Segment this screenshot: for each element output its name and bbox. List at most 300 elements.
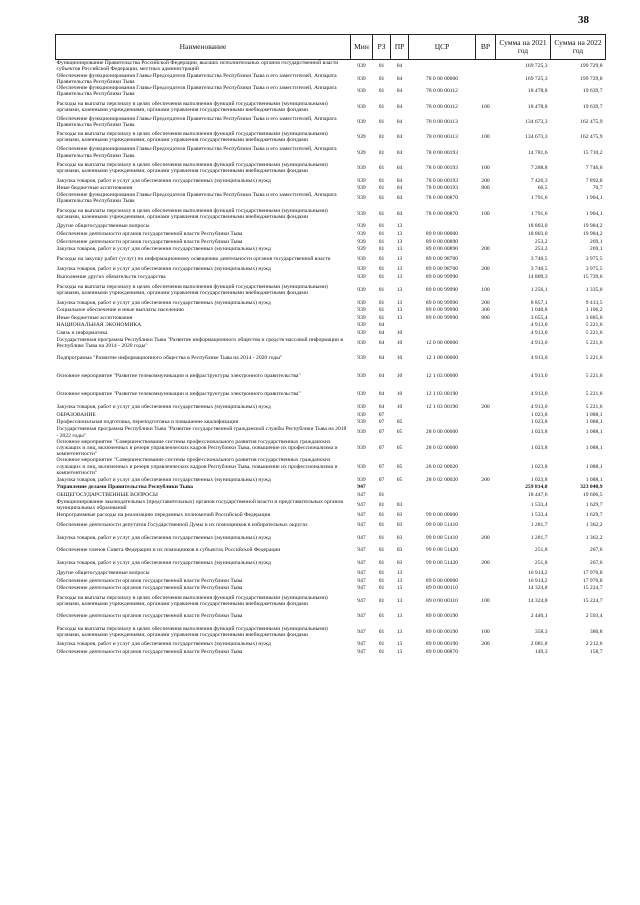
row-csr: 78 0 00 00113 (426, 118, 458, 125)
row-pr: 05 (396, 463, 403, 470)
row-min: 939 (357, 314, 366, 321)
row-min: 947 (357, 585, 366, 592)
row-sum-2021: 169 725,3 (525, 63, 548, 70)
row-pr: 10 (396, 329, 403, 336)
row-name: Закупка товаров, работ и услуг для обеспечения государственных (муниципальных) нужд (56, 177, 271, 184)
row-name: Закупка товаров, работ и услуг для обеспечения государственных (муниципальных) нужд (56, 534, 271, 541)
row-pr: 13 (396, 238, 403, 245)
table-row (56, 329, 606, 337)
row-sum-2021: 1 023,8 (530, 411, 548, 418)
row-name: НАЦИОНАЛЬНАЯ ЭКОНОМИКА (56, 322, 142, 329)
row-csr: 78 0 00 00000 (425, 75, 459, 82)
row-rz: 01 (378, 641, 385, 648)
row-sum-2022: 17 976,8 (582, 577, 603, 584)
row-vr: 100 (481, 210, 490, 217)
row-rz: 01 (378, 210, 385, 217)
table-row (56, 177, 606, 185)
row-pr: 13 (396, 307, 403, 314)
row-sum-2022: 19 984,2 (582, 223, 603, 230)
row-rz: 01 (378, 560, 385, 566)
row-sum-2021: 1 023,8 (530, 445, 548, 452)
row-pr: 13 (396, 649, 403, 656)
row-csr (409, 223, 476, 231)
row-csr: 89 0 00 99990 (425, 299, 459, 306)
row-rz: 04 (378, 373, 385, 380)
row-rz: 04 (378, 322, 385, 329)
row-sum-2022: 17 976,8 (582, 570, 603, 577)
row-name: Обеспечение функционирования Главы-Председателя Правительства Республики Тыва и его заместителей, Аппарата Правительства Республики Тыва (56, 146, 337, 159)
row-min: 939 (357, 103, 366, 110)
table-row (56, 98, 606, 116)
row-min: 939 (357, 195, 366, 202)
row-pr: 03 (396, 560, 403, 566)
row-csr (409, 60, 476, 73)
row-pr: 04 (396, 164, 403, 171)
row-sum-2021: 14 324,8 (527, 585, 548, 592)
row-rz: 01 (378, 613, 385, 620)
row-vr (476, 610, 496, 623)
row-min: 939 (357, 238, 366, 245)
row-csr: 89 0 00 00190 (425, 628, 459, 635)
header-name: Наименование (56, 35, 351, 60)
row-csr: 89 0 00 00890 (425, 246, 459, 253)
row-sum-2021: 1 023,8 (530, 429, 548, 436)
row-rz: 01 (378, 88, 385, 95)
page-number: 38 (578, 14, 589, 26)
row-sum-2022: 1 629,7 (585, 512, 603, 519)
row-sum-2021: 253,2 (534, 238, 548, 245)
row-vr: 100 (481, 134, 490, 141)
row-name: ОБРАЗОВАНИЕ (56, 411, 96, 418)
row-rz: 01 (378, 314, 385, 321)
row-sum-2022: 3 885,0 (585, 314, 603, 321)
row-sum-2022: 3 975,5 (585, 266, 603, 273)
row-sum-2021: 7 426,3 (530, 177, 548, 184)
table-row (56, 491, 606, 499)
row-csr: 89 0 00 00110 (426, 585, 458, 592)
table-row (56, 253, 606, 266)
row-pr: 03 (396, 502, 403, 509)
row-pr: 04 (396, 177, 403, 184)
row-min: 939 (357, 63, 366, 70)
row-vr (476, 230, 496, 238)
row-sum-2022: 158,7 (589, 649, 603, 656)
row-vr: 200 (481, 534, 490, 541)
row-csr: 28 0 02 00020 (425, 463, 459, 470)
row-name: Основное мероприятие "Совершенствование системы профессионального развития государственных гражданских служащих и лиц, включенных в резерв управленческих кадров Республики Тыва, повышение их профессионализма и компетентности" (56, 438, 338, 458)
row-rz: 01 (378, 534, 385, 541)
row-rz: 01 (378, 299, 385, 306)
row-sum-2021: 18 447,6 (527, 491, 548, 498)
row-pr: 13 (396, 570, 403, 577)
row-csr (409, 569, 476, 577)
row-name: Обеспечение деятельности органов государственной власти Республики Тыва (56, 613, 243, 620)
row-sum-2021: 3 740,5 (530, 256, 548, 263)
table-row (56, 403, 606, 411)
row-pr: 13 (396, 286, 403, 293)
table-row (56, 623, 606, 641)
table-row (56, 246, 606, 254)
row-sum-2021: 1 023,8 (530, 419, 548, 426)
row-sum-2022: 5 221,6 (585, 329, 603, 336)
row-name: Закупка товаров, работ и услуг для обеспечения государственных (муниципальных) нужд (56, 476, 271, 483)
row-name: Социальное обеспечение и иные выплаты населению (56, 307, 184, 314)
row-pr: 13 (396, 628, 403, 635)
row-min: 947 (357, 613, 366, 620)
row-sum-2022: 1 904,1 (585, 195, 603, 202)
row-name: Основное мероприятие "Развитие телекоммуникации и инфраструктуры электронного правительства" (56, 373, 301, 380)
row-min: 947 (357, 534, 366, 541)
table-row (56, 273, 606, 281)
row-vr: 200 (481, 560, 490, 566)
table-row (56, 205, 606, 223)
row-sum-2022: 1 904,1 (585, 210, 603, 217)
row-csr: 12 0 00 00000 (425, 340, 459, 347)
row-sum-2021: 7 288,8 (530, 164, 548, 171)
table-row (56, 439, 606, 458)
row-pr: 10 (396, 391, 403, 398)
row-rz: 01 (378, 246, 385, 253)
row-sum-2022: 15 224,7 (582, 585, 603, 592)
row-vr (476, 367, 496, 385)
row-sum-2021: 4 913,0 (530, 329, 548, 336)
row-pr: 13 (396, 256, 403, 263)
row-sum-2021: 4 913,0 (530, 391, 548, 398)
row-min: 939 (357, 210, 366, 217)
row-min: 947 (357, 491, 366, 498)
row-sum-2022: 70,7 (592, 185, 603, 192)
table-row (56, 337, 606, 350)
row-rz: 04 (378, 404, 385, 411)
row-sum-2021: 4 913,0 (530, 355, 548, 362)
table-row (56, 322, 606, 330)
table-row (56, 230, 606, 238)
row-rz: 07 (378, 476, 385, 483)
row-rz: 01 (378, 185, 385, 192)
row-pr: 04 (396, 149, 403, 156)
row-vr (476, 577, 496, 585)
table-row (56, 266, 606, 274)
row-name: Расходы на выплаты персоналу в целях обеспечения выполнения функций государственными (муниципальными) органами, казенными учреждениями, органами управления государственными внебюджетными фондами (56, 161, 328, 174)
row-name: Непрограммные расходы на реализацию переданных полномочий Российской Федерации (56, 512, 271, 519)
row-pr: 04 (396, 134, 403, 141)
table-row (56, 192, 606, 205)
row-csr: 99 0 00 51410 (425, 534, 459, 541)
row-name: Закупка товаров, работ и услуг для обеспечения государственных (муниципальных) нужд (56, 266, 271, 273)
table-row (56, 511, 606, 519)
row-pr: 13 (396, 641, 403, 648)
row-min: 939 (357, 88, 366, 95)
row-csr: 78 0 00 00113 (426, 134, 458, 141)
row-pr: 13 (396, 246, 403, 253)
row-name: Закупка товаров, работ и услуг для обеспечения государственных (муниципальных) нужд (56, 246, 271, 253)
row-rz: 01 (378, 223, 385, 230)
row-csr: 28 0 02 00020 (425, 476, 459, 483)
row-vr (476, 411, 496, 419)
row-sum-2022: 199 729,8 (580, 63, 603, 70)
row-rz: 01 (378, 649, 385, 656)
row-name: Закупка товаров, работ и услуг для обеспечения государственных (муниципальных) нужд (56, 404, 271, 411)
row-name: Расходы на выплаты персоналу в целях обеспечения выполнения функций государственными (муниципальными) органами, казенными учреждениями, органами управления государственными внебюджетными фондами (56, 100, 328, 113)
row-rz: 04 (378, 391, 385, 398)
row-pr: 04 (396, 103, 403, 110)
table-body (56, 60, 606, 656)
row-rz: 01 (378, 512, 385, 519)
row-csr: 89 0 00 00870 (425, 649, 459, 656)
row-name: Иные бюджетные ассигнования (56, 185, 133, 192)
row-sum-2022: 1 088,1 (585, 419, 603, 426)
row-sum-2021: 1 256,1 (530, 286, 548, 293)
table-row (56, 648, 606, 656)
row-name: Подпрограмма "Развитие информационного общества в Республике Тыва на 2014 - 2020 годы" (56, 355, 283, 362)
row-csr: 89 0 00 99990 (425, 274, 459, 280)
row-pr: 04 (396, 88, 403, 95)
table-row (56, 532, 606, 545)
row-name: Обеспечение функционирования Главы-Председателя Правительства Республики Тыва и его заместителей, Аппарата Правительства Республики Тыва (56, 115, 337, 129)
row-min: 947 (357, 560, 366, 566)
table-row (56, 426, 606, 439)
row-name: Расходы на выплаты персоналу в целях обеспечения выполнения функций государственными (муниципальными) органами, казенными учреждениями, органами управления государственными внебюджетными фондами (56, 283, 328, 296)
row-vr (476, 192, 496, 205)
row-rz: 01 (378, 502, 385, 509)
table-row (56, 457, 606, 476)
row-rz: 01 (378, 628, 385, 635)
row-csr: 89 0 00 00000 (425, 577, 459, 584)
row-pr: 05 (396, 429, 403, 436)
row-min: 939 (357, 177, 366, 184)
row-sum-2021: 251,8 (534, 547, 548, 554)
row-min: 939 (357, 299, 366, 306)
row-pr (391, 491, 409, 499)
table-row (56, 85, 606, 98)
row-min: 939 (357, 340, 366, 347)
row-vr: 200 (481, 299, 490, 306)
row-vr (476, 484, 496, 492)
row-name: Другие общегосударственные вопросы (56, 223, 150, 230)
row-csr: 78 0 00 00870 (425, 195, 459, 202)
row-sum-2022: 267,6 (589, 560, 603, 566)
row-sum-2022: 162 475,9 (580, 134, 603, 141)
row-sum-2022: 19 606,5 (582, 491, 603, 498)
row-sum-2022: 2 593,4 (585, 613, 603, 620)
row-pr: 13 (396, 585, 403, 592)
row-sum-2021: 251,8 (534, 560, 548, 566)
row-min: 939 (357, 476, 366, 483)
row-pr: 10 (396, 340, 403, 347)
table-row (56, 159, 606, 177)
row-sum-2021: 358,3 (534, 628, 548, 635)
row-pr: 03 (396, 512, 403, 519)
row-sum-2022: 199 729,8 (580, 75, 603, 82)
row-name: Расходы на выплаты персоналу в целях обеспечения выполнения функций государственными (муниципальными) органами, казенными учреждениями, органами управления государственными внебюджетными фондами (56, 625, 328, 638)
row-name: Управление делами Правительства Республики Тыва (56, 484, 193, 491)
row-name: Связь и информатика (56, 329, 108, 336)
table-row (56, 641, 606, 649)
row-min: 939 (357, 355, 366, 362)
row-sum-2021: 4 913,0 (530, 340, 548, 347)
row-sum-2021: 1 040,8 (530, 307, 548, 314)
row-csr: 89 0 00 98700 (425, 256, 459, 263)
table-row (56, 349, 606, 367)
row-sum-2022: 1 088,1 (585, 411, 603, 418)
row-csr: 12 1 03 00000 (425, 373, 459, 380)
budget-table (55, 34, 606, 656)
row-pr: 13 (396, 299, 403, 306)
row-vr: 100 (481, 286, 490, 293)
row-name: Обеспечение деятельности органов государственной власти Республики Тыва (56, 585, 243, 592)
table-row (56, 385, 606, 403)
row-pr: 05 (396, 419, 403, 426)
row-name: Обеспечение деятельности органов государственной власти Республики Тыва (56, 577, 243, 584)
row-min: 939 (357, 329, 366, 336)
row-min: 939 (357, 75, 366, 82)
row-vr (476, 457, 496, 476)
row-csr (409, 491, 476, 499)
header-sum-2021: Сумма на 2021 год (496, 35, 551, 60)
row-vr: 200 (481, 404, 490, 411)
row-vr (476, 85, 496, 98)
row-csr: 78 0 00 00193 (425, 164, 459, 171)
row-sum-2022: 1 362,2 (585, 522, 603, 529)
row-csr (409, 484, 476, 492)
row-min: 939 (357, 185, 366, 192)
row-min: 947 (357, 649, 366, 656)
row-name: Функционирование законодательных (представительных) органов государственной власти и представительных органов муниципальных образований (56, 498, 343, 512)
row-csr: 78 0 00 00193 (425, 185, 459, 192)
header-sum-2022: Сумма на 2022 год (551, 35, 606, 60)
row-sum-2022: 269,1 (589, 246, 603, 253)
row-name: Основное мероприятие "Совершенствование системы профессионального развития государственных гражданских служащих и лиц, включенных в резерв управленческих кадров Республики Тыва, повышение их профессионализма и компетентности" (56, 457, 338, 476)
row-vr: 100 (481, 598, 490, 605)
row-min: 939 (357, 256, 366, 263)
table-row (56, 411, 606, 419)
row-min: 939 (357, 463, 366, 470)
row-csr: 89 0 00 00110 (426, 598, 458, 605)
row-sum-2021: 169 725,3 (525, 75, 548, 82)
row-min: 947 (357, 628, 366, 635)
row-pr: 05 (396, 445, 403, 452)
row-name: Закупка товаров, работ и услуг для обеспечения государственных (муниципальных) нужд (56, 560, 271, 566)
row-min: 939 (357, 274, 366, 280)
table-row (56, 585, 606, 593)
row-pr: 13 (396, 231, 403, 238)
row-sum-2021: 1 791,6 (530, 210, 548, 217)
row-pr: 03 (396, 522, 403, 529)
row-vr (476, 511, 496, 519)
row-vr: 200 (481, 246, 490, 253)
table-row (56, 146, 606, 159)
row-vr (476, 322, 496, 330)
row-sum-2021: 259 814,0 (525, 484, 548, 491)
row-vr (476, 585, 496, 593)
row-vr (476, 544, 496, 557)
row-csr: 78 0 00 00193 (425, 177, 459, 184)
row-min: 947 (357, 570, 366, 577)
row-rz: 01 (378, 266, 385, 273)
table-row (56, 116, 606, 129)
row-sum-2022: 5 221,6 (585, 373, 603, 380)
row-pr: 05 (396, 476, 403, 483)
row-sum-2021: 18 803,0 (527, 223, 548, 230)
row-sum-2021: 1 533,4 (530, 512, 548, 519)
row-name: Обеспечение деятельности органов государственной власти Республики Тыва (56, 649, 243, 656)
row-sum-2022: 19 984,2 (582, 231, 603, 238)
header-vr: ВР (476, 35, 496, 60)
row-sum-2021: 2 081,8 (530, 641, 548, 648)
row-min: 939 (357, 223, 366, 230)
row-sum-2021: 3 655,4 (530, 314, 548, 321)
row-csr: 99 0 00 51420 (425, 560, 459, 566)
table-row (56, 299, 606, 307)
row-sum-2021: 4 913,0 (530, 404, 548, 411)
row-vr: 100 (481, 628, 490, 635)
row-sum-2022: 1 088,1 (585, 429, 603, 436)
row-rz: 01 (378, 577, 385, 584)
row-vr (476, 419, 496, 427)
row-csr: 89 0 00 99990 (425, 286, 459, 293)
row-sum-2021: 14 809,3 (527, 274, 548, 280)
row-rz: 01 (378, 238, 385, 245)
row-name: Расходы на выплаты персоналу в целях обеспечения выполнения функций государственными (муниципальными) органами, казенными учреждениями, органами управления государственными внебюджетными фондами (56, 594, 328, 608)
row-name: Обеспечение функционирования Главы-Председателя Правительства Республики Тыва и его заместителей, Аппарата Правительства Республики Тыва (56, 85, 337, 98)
row-sum-2021: 18 803,0 (527, 231, 548, 238)
row-sum-2021: 4 913,0 (530, 322, 548, 329)
row-vr (476, 73, 496, 86)
row-sum-2022: 269,1 (589, 238, 603, 245)
row-pr: 13 (396, 314, 403, 321)
row-rz: 01 (378, 149, 385, 156)
row-vr (476, 491, 496, 499)
row-rz: 01 (378, 491, 385, 498)
row-csr: 89 0 00 99990 (425, 314, 459, 321)
row-csr (409, 411, 476, 419)
row-sum-2022: 15 710,2 (582, 149, 603, 156)
row-pr: 13 (396, 223, 403, 230)
table-header-row (56, 35, 606, 60)
row-vr (476, 223, 496, 231)
row-pr: 10 (396, 373, 403, 380)
row-vr: 200 (481, 177, 490, 184)
row-pr: 03 (396, 534, 403, 541)
row-pr: 04 (396, 63, 403, 70)
row-vr (476, 385, 496, 403)
row-min: 939 (357, 286, 366, 293)
row-name: Функционирование Правительства Российской Федерации, высших исполнительных органов государственной власти субъектов Российской Федерации, местных администраций (56, 60, 339, 73)
table-row (56, 476, 606, 484)
row-rz: 01 (378, 585, 385, 592)
row-rz: 01 (378, 63, 385, 70)
row-name: Обеспечение функционирования Главы-Председателя Правительства Республики Тыва и его заместителей, Аппарата Правительства Республики Тыва (56, 72, 337, 85)
row-rz: 04 (378, 355, 385, 362)
row-rz: 07 (378, 429, 385, 436)
table-row (56, 499, 606, 512)
row-csr: 89 0 00 98700 (425, 266, 459, 273)
row-csr: 28 0 02 00000 (425, 445, 459, 452)
row-vr: 800 (481, 185, 490, 192)
row-csr: 99 0 00 51420 (425, 547, 459, 554)
row-csr: 78 0 00 00193 (425, 149, 459, 156)
row-csr (409, 419, 476, 427)
row-min: 939 (357, 149, 366, 156)
row-csr: 89 0 00 00890 (425, 238, 459, 245)
row-sum-2021: 1 281,7 (530, 534, 548, 541)
row-vr (476, 337, 496, 350)
row-sum-2021: 14 324,8 (527, 598, 548, 605)
row-vr: 200 (481, 266, 490, 273)
row-sum-2021: 1 533,4 (530, 502, 548, 509)
header-csr: ЦСР (409, 35, 476, 60)
row-sum-2022: 19 639,7 (582, 103, 603, 110)
